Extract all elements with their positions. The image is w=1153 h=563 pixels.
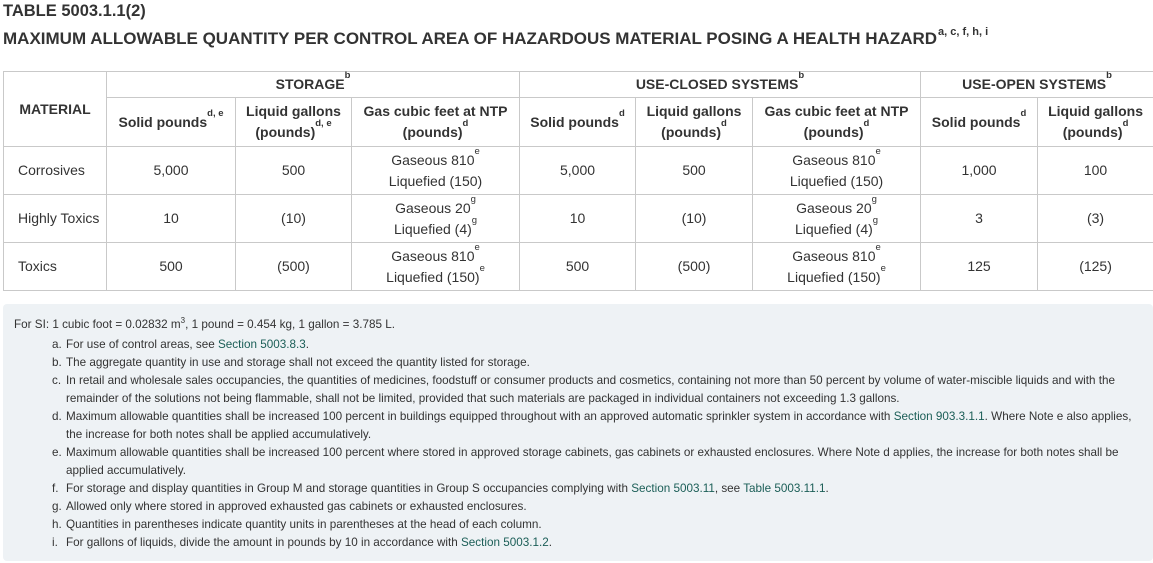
table-number: TABLE 5003.1.1(2) [3, 2, 146, 20]
table-title-text: MAXIMUM ALLOWABLE QUANTITY PER CONTROL AREA OF HAZARDOUS MATERIAL POSING A HEALTH HAZARD [3, 29, 938, 48]
use-open-solid-cell: 3 [921, 195, 1038, 243]
table-5003-11-1-link[interactable]: Table 5003.11.1 [743, 482, 826, 495]
group-header-row [4, 72, 1153, 98]
section-903-3-1-1-link[interactable]: Section 903.3.1.1 [893, 410, 985, 423]
use-closed-gas-header: Gas cubic feet at NTP (pounds)$^d$ [753, 98, 921, 147]
section-5003-11-link[interactable]: Section 5003.11 [631, 482, 715, 495]
storage-gas-cell: Gaseous 810e Liquefied (150) [352, 147, 520, 195]
si-conversion-note: For SI: 1 cubic foot = 0.02832 $m^3$, 1 pound = 0.454 kg, 1 gallon = 3.785 L. [14, 316, 395, 331]
use-open-liquid-cell: 100 [1038, 147, 1153, 195]
table-row-corrosives [4, 147, 1153, 195]
use-open-header: USE-OPEN SYSTEMS$^b$ [921, 72, 1153, 98]
section-5003-8-3-link[interactable]: Section 5003.8.3 [218, 338, 306, 351]
use-closed-liquid-header: Liquid gallons (pounds)$^d$ [636, 98, 753, 147]
material-cell: Corrosives [4, 147, 107, 195]
use-closed-liquid-cell: (500) [636, 243, 753, 291]
use-closed-liquid-cell: 500 [636, 147, 753, 195]
use-closed-gas-cell: Gaseous 810e Liquefied $(150)^e$ [753, 243, 921, 291]
table-row-toxics [4, 243, 1153, 291]
mac-table [3, 71, 1153, 291]
storage-solid-header: Solid pounds$^{d, e}$ [107, 98, 236, 147]
use-open-solid-header: Solid pounds$^d$ [921, 98, 1038, 147]
material-cell: Highly Toxics [4, 195, 107, 243]
footnote-a: a. For use of control areas, see Section 5003.8.3. [52, 338, 309, 351]
use-open-solid-cell: 125 [921, 243, 1038, 291]
use-open-liquid-header: Liquid gallons (pounds)$^d$ [1038, 98, 1153, 147]
use-open-liquid-cell: (125) [1038, 243, 1153, 291]
use-closed-solid-header: Solid pounds$^d$ [520, 98, 636, 147]
material-cell: Toxics [4, 243, 107, 291]
storage-solid-cell: 5,000 [107, 147, 236, 195]
storage-header: STORAGE$^b$ [107, 72, 520, 98]
footnote-e: e. Maximum allowable quantities shall be increased 100 percent where stored in approved storage cabinets, gas cabinets or exhausted enclosures. Where Note d applies, the increase for both notes shall be applied accumulatively. [52, 446, 1119, 477]
sub-header-row [4, 98, 1153, 147]
storage-gas-header: Gas cubic feet at NTP (pounds)$^d$ [352, 98, 520, 147]
use-closed-gas-cell: Gaseous 810e Liquefied (150) [753, 147, 921, 195]
use-closed-liquid-cell: (10) [636, 195, 753, 243]
footnote-d: d. Maximum allowable quantities shall be increased 100 percent in buildings equipped throughout with an approved automatic sprinkler system in accordance with Section 903.3.1.1. Where Note e also applies, the increase for both notes shall be applied accumulatively. [52, 410, 1132, 441]
use-closed-solid-cell: 10 [520, 195, 636, 243]
footnote-g: g. Allowed only where stored in approved exhausted gas cabinets or exhausted enclosures. [52, 500, 527, 513]
use-closed-gas-cell: Gaseous 20$^g$ Liquefied $(4)^g$ [753, 195, 921, 243]
table-row-highly-toxics [4, 195, 1153, 243]
section-5003-1-2-link[interactable]: Section 5003.1.2 [461, 536, 549, 549]
footnote-f: f. For storage and display quantities in Group M and storage quantities in Group S occupancies complying with Section 5003.11, see Table 5003.11.1. [52, 482, 829, 495]
table-title [3, 26, 989, 49]
storage-gas-cell: Gaseous 20$^g$ Liquefied $(4)^g$ [352, 195, 520, 243]
use-open-liquid-cell: (3) [1038, 195, 1153, 243]
use-closed-solid-cell: 500 [520, 243, 636, 291]
footnote-c: c. In retail and wholesale sales occupancies, the quantities of medicines, foodstuff or consumer products and cosmetics, containing not more than 50 percent by volume of water-miscible liquids and with the remainder of the solutions not being flammable, shall not be limited, provided that such materials are packaged in individual containers not exceeding 1.3 gallons. [52, 374, 1115, 405]
use-open-solid-cell: 1,000 [921, 147, 1038, 195]
storage-liquid-header: Liquid gallons (pounds)$^{d, e}$ [236, 98, 352, 147]
storage-gas-cell: Gaseous 810e Liquefied $(150)^e$ [352, 243, 520, 291]
storage-liquid-cell: (10) [236, 195, 352, 243]
footnote-i: i. For gallons of liquids, divide the amount in pounds by 10 in accordance with Section 5003.1.2. [52, 536, 552, 549]
footnote-list [3, 336, 1153, 552]
use-closed-header: USE-CLOSED SYSTEMS$^b$ [520, 72, 921, 98]
table-title-notes: a, c, f, h, i [938, 26, 989, 38]
use-closed-solid-cell: 5,000 [520, 147, 636, 195]
material-header: MATERIAL [4, 72, 107, 147]
footnote-b: b. The aggregate quantity in use and storage shall not exceed the quantity listed for storage. [52, 356, 530, 369]
footnotes-panel [3, 304, 1153, 561]
storage-liquid-cell: 500 [236, 147, 352, 195]
storage-liquid-cell: (500) [236, 243, 352, 291]
storage-solid-cell: 10 [107, 195, 236, 243]
storage-solid-cell: 500 [107, 243, 236, 291]
footnote-h: h. Quantities in parentheses indicate quantity units in parentheses at the head of each column. [52, 518, 542, 531]
